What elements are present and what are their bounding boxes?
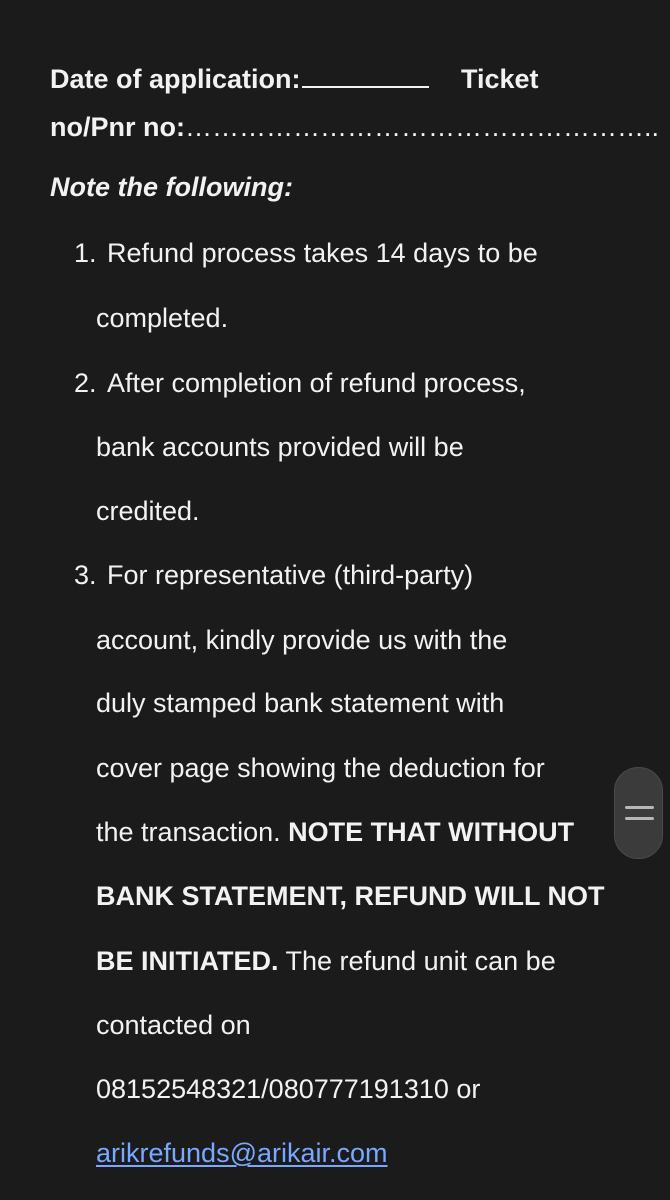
- transaction-text: the transaction.: [96, 817, 281, 847]
- date-blank-field: [302, 62, 429, 88]
- list-item-1-number: 1.: [74, 238, 97, 268]
- pnr-line: [50, 110, 659, 144]
- list-item-3-line-2: account, kindly provide us with the: [96, 625, 508, 655]
- drag-handle-icon-bar-2: [625, 817, 654, 820]
- warning-text-part-3: BE INITIATED.: [96, 946, 279, 976]
- list-item-2-line-3: credited.: [96, 496, 200, 526]
- list-item-3-line-5: [96, 815, 574, 849]
- note-title: Note the following:: [50, 172, 293, 202]
- list-item-3-line-7: [96, 944, 556, 978]
- list-item-3-number: 3.: [74, 560, 97, 590]
- list-item-1-line-2: completed.: [96, 303, 229, 333]
- contacted-on-text: contacted on: [96, 1010, 251, 1040]
- drag-handle-icon: [625, 806, 654, 809]
- pnr-label: no/Pnr no:: [50, 112, 185, 142]
- scroll-handle[interactable]: [614, 767, 663, 859]
- list-item-2-line-1: After completion of refund process,: [107, 368, 526, 398]
- warning-text-part-1: NOTE THAT WITHOUT: [288, 817, 575, 847]
- pnr-dots: ……………………………………………..: [184, 112, 659, 142]
- refund-email-link[interactable]: arikrefunds@arikair.com: [96, 1138, 388, 1168]
- phone-numbers-text: 08152548321/080777191310 or: [96, 1074, 481, 1104]
- list-item-2-line-2: bank accounts provided will be: [96, 432, 464, 462]
- list-item-3-line-3: duly stamped bank statement with: [96, 688, 505, 718]
- warning-text-part-2: BANK STATEMENT, REFUND WILL NOT: [96, 881, 605, 911]
- list-item-3-line-1: For representative (third-party): [107, 560, 474, 590]
- email-line: [96, 1136, 388, 1170]
- list-item-2-number: 2.: [74, 368, 97, 398]
- list-item-3-line-4: cover page showing the deduction for: [96, 753, 545, 783]
- ticket-label: Ticket: [461, 64, 539, 94]
- list-item-1-line-1: Refund process takes 14 days to be: [107, 238, 538, 268]
- date-of-application-label: Date of application:: [50, 64, 301, 94]
- refund-unit-text: The refund unit can be: [285, 946, 556, 976]
- date-of-application-line: [50, 62, 429, 96]
